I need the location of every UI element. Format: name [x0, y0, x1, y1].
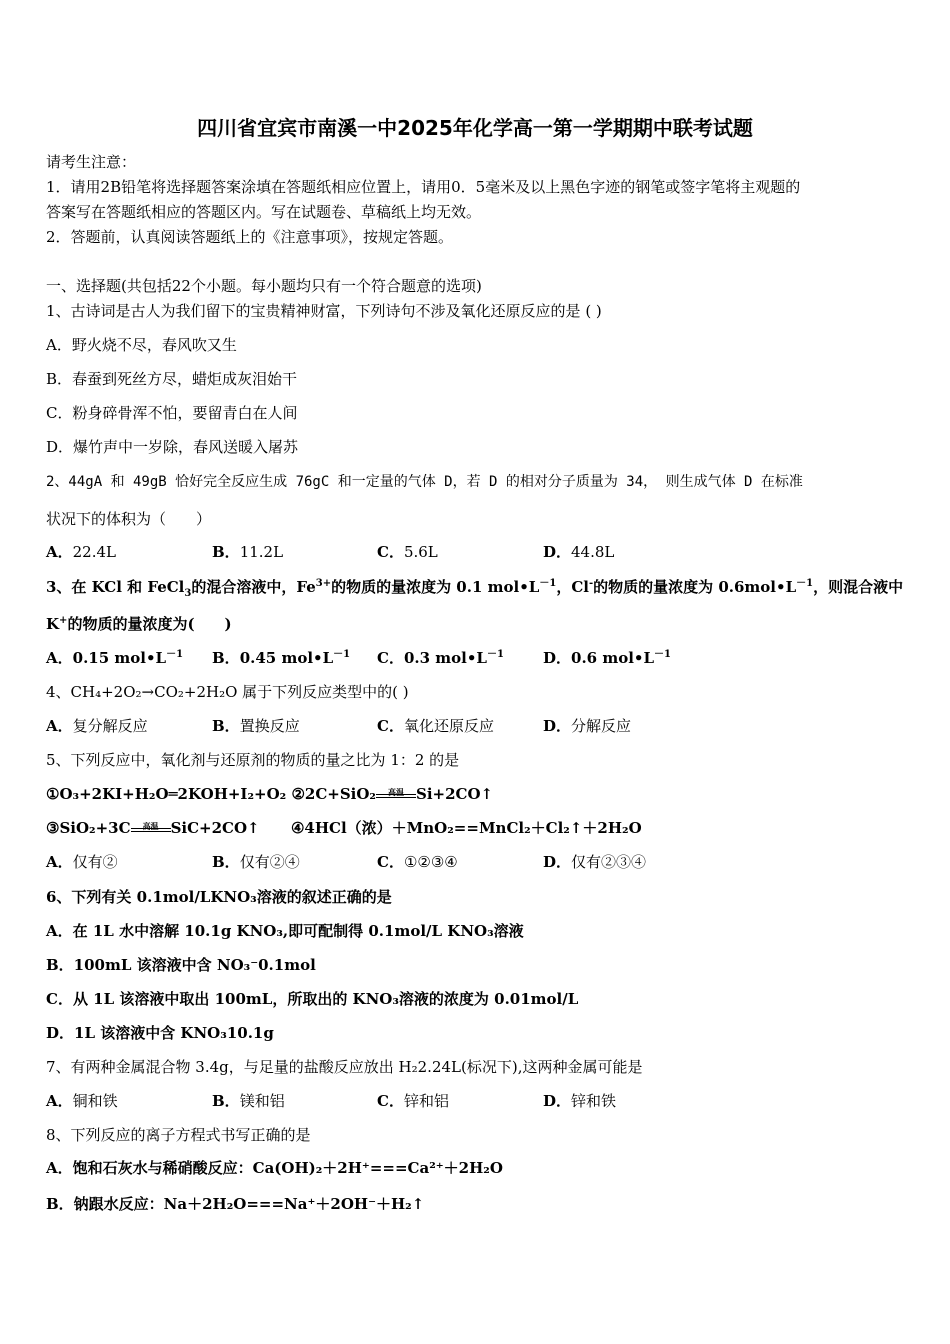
q3-stem-2: K+的物质的量浓度为( ): [46, 615, 232, 633]
q5-reactions-2: ③SiO₂+3C 高温 SiC+2CO↑ ④4HCl（浓）＋MnO₂==MnCl₂＋Cl₂↑＋2H₂O: [46, 819, 642, 837]
q7-option-c: C．锌和铝: [377, 1092, 449, 1110]
q8-option-a: A．饱和石灰水与稀硝酸反应：Ca(OH)₂＋2H⁺===Ca²⁺＋2H₂O: [46, 1159, 503, 1177]
q5-reactions-1: ①O₃+2KI+H₂O═2KOH+I₂+O₂ ②2C+SiO₂ 高温 Si+2CO↑: [46, 785, 494, 803]
q5-option-c: C．①②③④: [377, 853, 458, 871]
q4-option-c: C．氧化还原反应: [377, 717, 494, 735]
q6-option-b: B．100mL 该溶液中含 NO₃⁻0.1mol: [46, 956, 316, 974]
q4-option-a: A．复分解反应: [46, 717, 148, 735]
q7-option-a: A．铜和铁: [46, 1092, 118, 1110]
condition-arrow-icon: 高温: [131, 823, 171, 835]
q8-option-b: B．钠跟水反应：Na＋2H₂O===Na⁺＋2OH⁻＋H₂↑: [46, 1195, 425, 1213]
section-heading: 一、选择题(共包括22个小题。每小题均只有一个符合题意的选项): [46, 277, 482, 295]
q6-option-d: D．1L 该溶液中含 KNO₃10.1g: [46, 1024, 274, 1042]
q3-stem-1: 3、在 KCl 和 FeCl$_3$的混合溶液中，$Fe^{3+}$的物质的量浓度为 0.1 $mol•L^{-1}$，Cl-的物质的量浓度为 $0.6mol•L^{-1}$，则混合液中: [46, 578, 904, 599]
notice-line-2: 答案写在答题纸相应的答题区内。写在试题卷、草稿纸上均无效。: [46, 203, 482, 221]
q5-stem: 5、下列反应中，氧化剂与还原剂的物质的量之比为 1：2 的是: [46, 751, 460, 769]
condition-arrow-icon: 高温: [376, 789, 416, 801]
q3-option-b: B．0.45 $mol•L^{-1}$: [212, 649, 351, 667]
q3-option-d: D．0.6 $mol•L^{-1}$: [543, 649, 672, 667]
q6-option-c: C．从 1L 该溶液中取出 100mL，所取出的 KNO₃溶液的浓度为 0.01mol/L: [46, 990, 579, 1008]
q7-option-b: B．镁和铝: [212, 1092, 285, 1110]
q8-stem: 8、下列反应的离子方程式书写正确的是: [46, 1126, 311, 1144]
q5-option-b: B．仅有②④: [212, 853, 300, 871]
q3-option-c: C．0.3 $mol•L^{-1}$: [377, 649, 504, 667]
q4-option-d: D．分解反应: [543, 717, 632, 735]
q1-option-a: A．野火烧不尽，春风吹又生: [46, 336, 237, 354]
q1-option-c: C．粉身碎骨浑不怕，要留青白在人间: [46, 404, 298, 422]
q1-stem: 1、古诗词是古人为我们留下的宝贵精神财富，下列诗句不涉及氧化还原反应的是 ( ): [46, 302, 602, 320]
q2-option-b: B．11.2L: [212, 543, 284, 561]
q7-stem: 7、有两种金属混合物 3.4g，与足量的盐酸反应放出 H₂2.24L(标况下),这两种金属可能是: [46, 1058, 643, 1076]
q6-option-a: A．在 1L 水中溶解 10.1g KNO₃,即可配制得 0.1mol/L KNO₃溶液: [46, 922, 524, 940]
page-title: 四川省宜宾市南溪一中2025年化学高一第一学期期中联考试题: [197, 116, 753, 140]
q2-stem-1: 2、44gA 和 49gB 恰好完全反应生成 76gC 和一定量的气体 D，若 D 的相对分子质量为 34， 则生成气体 D 在标准: [46, 474, 803, 490]
q4-option-b: B．置换反应: [212, 717, 300, 735]
q2-option-c: C．5.6L: [377, 543, 438, 561]
q7-option-d: D．锌和铁: [543, 1092, 617, 1110]
q5-option-d: D．仅有②③④: [543, 853, 647, 871]
q1-option-b: B．春蚕到死丝方尽，蜡炬成灰泪始干: [46, 370, 298, 388]
q1-option-d: D．爆竹声中一岁除，春风送暖入屠苏: [46, 438, 299, 456]
q2-stem-2: 状况下的体积为（ ）: [46, 510, 212, 528]
notice-line-3: 2．答题前，认真阅读答题纸上的《注意事项》，按规定答题。: [46, 228, 454, 246]
q2-option-a: A．22.4L: [46, 543, 116, 561]
q2-option-d: D．44.8L: [543, 543, 615, 561]
q4-stem: 4、CH₄+2O₂→CO₂+2H₂O 属于下列反应类型中的( ): [46, 683, 409, 701]
q3-option-a: A．0.15 $mol•L^{-1}$: [46, 649, 184, 667]
q5-option-a: A．仅有②: [46, 853, 118, 871]
notice-heading: 请考生注意：: [46, 153, 137, 171]
q6-stem: 6、下列有关 0.1mol/LKNO₃溶液的叙述正确的是: [46, 888, 392, 906]
notice-line-1: 1．请用2B铅笔将选择题答案涂填在答题纸相应位置上，请用0．5毫米及以上黑色字迹的钢笔或签字笔将主观题的: [46, 178, 801, 196]
